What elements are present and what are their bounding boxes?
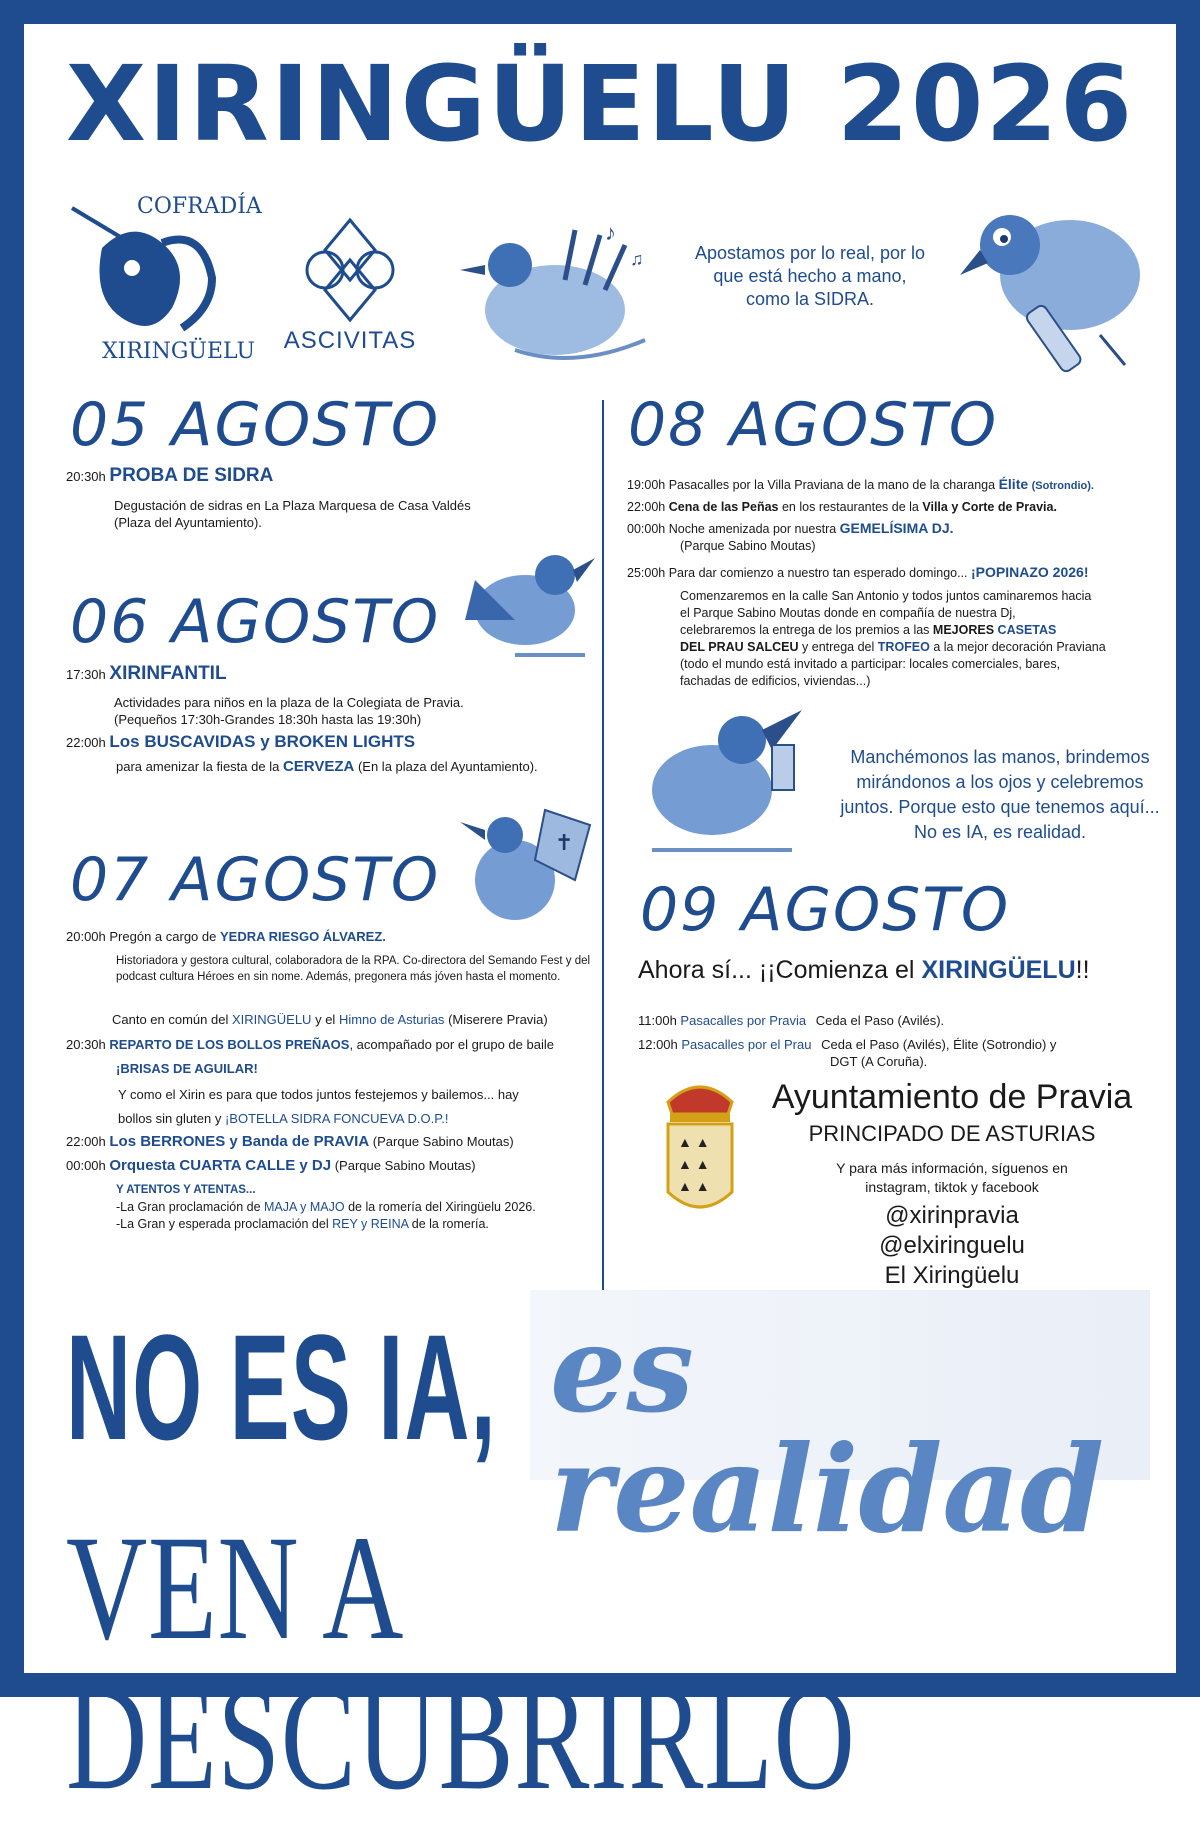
bird-singing-illustration [455, 540, 605, 670]
event-time: 22:00h [66, 1134, 106, 1149]
ascivitas-logo [270, 215, 430, 355]
day-09-title: 09 AGOSTO [640, 875, 1011, 945]
event-highlight: ¡POPINAZO 2026! [971, 564, 1089, 580]
event-desc-line [680, 622, 1180, 639]
event-orquesta [66, 1157, 602, 1174]
event-desc-text: para amenizar la fiesta de la [116, 759, 280, 774]
event-desc-line: Actividades para niños en la plaza de la Colegiata de Pravia. [114, 695, 464, 710]
event-xirinfantil [66, 665, 596, 683]
event-highlight: Himno de Asturias [338, 1012, 445, 1027]
event-desc-text: y entrega del [802, 640, 875, 654]
event-pasacalles-prau [638, 1036, 1178, 1070]
svg-text:✝: ✝ [555, 830, 574, 855]
event-desc-text: Pasacalles por la Villa Praviana de la mano de la charanga [668, 478, 996, 492]
day-05-title: 05 AGOSTO [70, 390, 441, 460]
day-08-title: 08 AGOSTO [628, 390, 999, 460]
ascivitas-icon [270, 215, 430, 325]
event-desc-line: (todo el mundo está invitado a participar: locales comerciales, bares, [680, 657, 1061, 671]
bird-flag-illustration [455, 800, 595, 940]
event-desc-line: (Pequeños 17:30h-Grandes 18:30h hasta las 19:30h) [114, 712, 422, 727]
proclamation-2 [116, 1216, 596, 1233]
ascivitas-label: ASCIVITAS [283, 327, 417, 354]
event-buscavidas-desc [116, 758, 606, 775]
event-place: (Parque Sabino Moutas) [372, 1134, 514, 1149]
event-desc-line: Comenzaremos en la calle San Antonio y todos juntos caminaremos hacia [680, 589, 1092, 603]
slogan-ven-a-descubrirlo: VEN A DESCUBRIRLO [66, 1505, 856, 1821]
event-cena-penas [627, 499, 1167, 516]
event-highlight: CASETAS [997, 623, 1057, 637]
event-desc-text: (En la plaza del Ayuntamiento). [357, 759, 538, 774]
column-divider [602, 400, 604, 1292]
svg-text:♪: ♪ [605, 220, 616, 245]
event-highlight: ¡BRISAS DE AGUILAR! [116, 1061, 258, 1076]
ayuntamiento-sub: PRINCIPADO DE ASTURIAS [808, 1121, 1096, 1146]
social-tiktok: @elxiringuelu [879, 1232, 1025, 1259]
event-desc-text: de la romería del Xiringüelu 2026. [348, 1200, 536, 1214]
event-desc-text: Para dar comienzo a nuestro tan esperado domingo... [668, 566, 968, 580]
event-brisas [116, 1060, 596, 1077]
ayuntamiento-name: Ayuntamiento de Pravia [771, 1078, 1133, 1116]
event-name: Cena de las Peñas [668, 500, 779, 514]
event-place: Villa y Corte de Pravia. [922, 500, 1057, 514]
event-name: PROBA DE SIDRA [109, 465, 274, 486]
event-desc-text: Ceda el Paso (Avilés), Élite (Sotrondio) y [821, 1037, 1057, 1052]
slogan-no-es-ia: NO ES IA, [66, 1303, 497, 1471]
social-instagram: @xirinpravia [885, 1202, 1019, 1229]
event-time: 25:00h [627, 566, 666, 580]
event-desc-text: -La Gran y esperada proclamación del [116, 1217, 329, 1231]
event-time: 12:00h [638, 1037, 678, 1052]
svg-text:▲ ▲: ▲ ▲ [678, 1156, 710, 1172]
event-desc-text: celebraremos la entrega de los premios a las [680, 623, 930, 637]
event-desc-line: fachadas de edificios, viviendas...) [680, 674, 871, 688]
event-time: 20:30h [66, 469, 106, 484]
event-highlight: TROFEO [877, 640, 930, 654]
event-place: (Parque Sabino Moutas) [680, 539, 816, 553]
event-pregon [66, 928, 596, 945]
bird-bagpipe-illustration [455, 220, 655, 380]
event-desc-text: DGT (A Coruña). [830, 1054, 928, 1069]
event-canto [112, 1011, 602, 1028]
event-desc-text: en los restaurantes de la [781, 500, 919, 514]
event-desc-text: Ceda el Paso (Avilés). [815, 1013, 945, 1028]
day-07-title: 07 AGOSTO [70, 845, 441, 915]
event-desc-line: Degustación de sidras en La Plaza Marquesa de Casa Valdés [114, 498, 471, 513]
event-highlight: MAJA y MAJO [264, 1200, 345, 1214]
event-desc-text: bollos sin gluten y [118, 1111, 222, 1126]
event-time: 17:30h [66, 667, 106, 682]
event-buscavidas [66, 733, 596, 751]
proclamation-1 [116, 1199, 596, 1216]
ahora-text: Ahora sí... ¡¡Comienza el [638, 956, 915, 984]
event-time: 22:00h [627, 500, 666, 514]
event-proba-desc [114, 497, 594, 531]
bird-cider-pouring-illustration [950, 195, 1150, 385]
quote-manchemonos: Manchémonos las manos, brindemos mirándonos a los ojos y celebremos juntos. Porque esto que tenemos aquí... No es IA, es realidad. [840, 747, 1160, 842]
event-time: 11:00h [638, 1013, 677, 1028]
pravia-crest [660, 1072, 740, 1222]
event-desc-text: de la romería. [411, 1217, 489, 1231]
event-desc-text: , acompañado por el grupo de baile [349, 1037, 554, 1052]
ahora-text: !! [1075, 956, 1090, 984]
event-name: Pasacalles por el Prau [681, 1037, 812, 1052]
event-time: 20:00h [66, 929, 106, 944]
event-desc-text: Canto en común del [112, 1012, 229, 1027]
event-name: Los BERRONES y Banda de PRAVIA [109, 1133, 370, 1150]
event-name: YEDRA RIESGO ÁLVAREZ. [219, 929, 386, 944]
slogan-es-realidad: es realidad [550, 1299, 1105, 1560]
event-highlight: DEL PRAU SALCEU [680, 640, 799, 654]
atentos-heading: Y ATENTOS Y ATENTAS... [116, 1184, 256, 1196]
event-desc-text: -La Gran proclamación de [116, 1200, 261, 1214]
cofradia-arc-text: COFRADÍA [137, 194, 262, 219]
event-time: 22:00h [66, 735, 106, 750]
event-time: 00:00h [66, 1158, 106, 1173]
event-pregon-desc: Historiadora y gestora cultural, colaboradora de la RPA. Co-directora del Semando Fest y del podcast cultura Héroes en sin nome. Además, pregonera más jóven hasta el momento. [116, 955, 591, 983]
ayuntamiento-block [752, 1078, 1152, 1291]
event-desc-text: y el [315, 1012, 336, 1027]
event-highlight: Élite [998, 476, 1029, 492]
info-line-2: instagram, tiktok y facebook [865, 1179, 1039, 1195]
event-highlight: CERVEZA [282, 758, 355, 775]
event-place: (Parque Sabino Moutas) [334, 1158, 476, 1173]
event-atentos [116, 1182, 596, 1233]
event-berrones [66, 1133, 602, 1150]
event-xirin-line1: Y como el Xirin es para que todos juntos festejemos y bailemos... hay [118, 1087, 519, 1102]
info-line-1: Y para más información, síguenos en [836, 1160, 1068, 1176]
svg-text:▲ ▲: ▲ ▲ [678, 1134, 710, 1150]
svg-text:♫: ♫ [630, 249, 644, 269]
event-time: 00:00h [627, 522, 666, 536]
ahora-comienza [638, 956, 1158, 985]
cofradia-bottom-text: XIRINGÜELU [102, 339, 255, 364]
event-bollos [66, 1036, 602, 1053]
event-pasacalles-08 [627, 476, 1167, 495]
social-facebook: El Xiringüelu [884, 1262, 1020, 1289]
event-desc-text: a la mejor decoración Praviana [933, 640, 1106, 654]
event-desc-text: (Miserere Pravia) [448, 1012, 548, 1027]
cofradia-logo [62, 188, 262, 368]
event-desc-line: (Plaza del Ayuntamiento). [114, 515, 262, 530]
event-desc-text: Pregón a cargo de [109, 929, 217, 944]
event-popinazo-desc [680, 588, 1180, 690]
slogan-script-background [530, 1290, 1150, 1560]
event-desc-text: Noche amenizada por nuestra [668, 522, 837, 536]
ahora-highlight: XIRINGÜELU [921, 956, 1076, 984]
bird-toasting-illustration [632, 700, 812, 870]
event-xirin-line2 [118, 1110, 602, 1127]
event-time: 20:30h [66, 1037, 106, 1052]
event-place: (Sotrondio). [1031, 480, 1094, 492]
event-highlight: REY y REINA [332, 1217, 409, 1231]
event-name: Pasacalles por Pravia [680, 1013, 807, 1028]
event-time: 19:00h [627, 478, 666, 492]
event-highlight: GEMELÍSIMA DJ. [839, 520, 954, 536]
event-proba-sidra [66, 467, 596, 485]
event-name: REPARTO DE LOS BOLLOS PREÑAOS [109, 1037, 350, 1052]
day-06-title: 06 AGOSTO [70, 587, 441, 657]
event-popinazo [627, 564, 1167, 582]
event-highlight: ¡BOTELLA SIDRA FONCUEVA D.O.P.! [224, 1111, 449, 1126]
event-name: XIRINFANTIL [109, 663, 227, 684]
event-name: Orquesta CUARTA CALLE y DJ [109, 1157, 332, 1174]
event-highlight: MEJORES [932, 623, 995, 637]
quote-real: Apostamos por lo real, por lo que está hecho a mano, como la SIDRA. [694, 243, 926, 309]
poster-title: XIRINGÜELU 2026 [65, 43, 1135, 165]
svg-text:▲ ▲: ▲ ▲ [678, 1178, 710, 1194]
event-highlight: XIRINGÜELU [231, 1012, 312, 1027]
event-desc-line [680, 639, 1180, 656]
event-desc-line: el Parque Sabino Moutas donde en compañía de nuestra Dj, [680, 606, 1016, 620]
event-xirinfantil-desc [114, 694, 594, 728]
event-gemelisima [627, 520, 1167, 555]
event-pasacalles-pravia [638, 1012, 1178, 1029]
event-name: Los BUSCAVIDAS y BROKEN LIGHTS [109, 732, 416, 751]
